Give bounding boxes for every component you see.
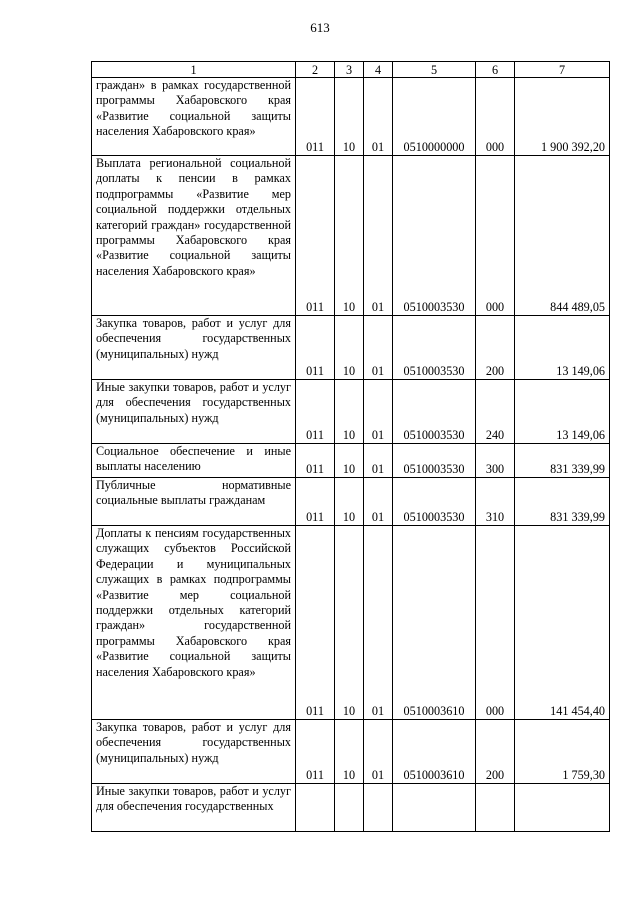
row-col-5: 0510003530 [393,156,476,316]
table-row [92,478,610,526]
row-col-3: 10 [335,316,364,380]
row-description: Доплаты к пенсиям государственных служащих субъектов Российской Федерации и муниципальных служащих в рамках подпрограммы «Развитие мер социальной поддержки отдельных категорий граждан» государственной программы Хабаровского края «Развитие социальной защиты населения Хабаровского края» [92,526,296,720]
row-col-6: 240 [476,380,515,444]
table-row [92,156,610,316]
row-col-5: 0510003530 [393,478,476,526]
row-description: граждан» в рамках государственной программы Хабаровского края «Развитие социальной защиты населения Хабаровского края» [92,78,296,156]
table-row [92,784,610,832]
row-amount [515,784,610,832]
table-row [92,526,610,720]
row-col-6: 300 [476,444,515,478]
row-col-4: 01 [364,720,393,784]
table-row [92,78,610,156]
page-number: 613 [310,20,330,35]
row-col-2: 011 [296,78,335,156]
row-col-5: 0510003530 [393,380,476,444]
row-col-4: 01 [364,526,393,720]
row-col-6: 310 [476,478,515,526]
row-amount: 1 900 392,20 [515,78,610,156]
row-description: Публичные нормативные социальные выплаты гражданам [92,478,296,526]
row-description: Закупка товаров, работ и услуг для обеспечения государственных (муниципальных) нужд [92,720,296,784]
row-amount: 141 454,40 [515,526,610,720]
table-header-row [92,62,610,78]
row-col-3: 10 [335,380,364,444]
row-col-6: 200 [476,316,515,380]
row-col-5: 0510003610 [393,526,476,720]
row-col-3: 10 [335,156,364,316]
header-col-5: 5 [393,62,476,78]
row-description: Закупка товаров, работ и услуг для обеспечения государственных (муниципальных) нужд [92,316,296,380]
header-col-2: 2 [296,62,335,78]
row-col-6: 200 [476,720,515,784]
row-col-5: 0510003530 [393,316,476,380]
row-col-2: 011 [296,478,335,526]
row-col-6 [476,784,515,832]
row-description: Выплата региональной социальной доплаты к пенсии в рамках подпрограммы «Развитие мер социальной поддержки отдельных категорий граждан» государственной программы Хабаровского края «Развитие социальной защиты населения Хабаровского края» [92,156,296,316]
row-col-4 [364,784,393,832]
row-col-5: 0510003610 [393,720,476,784]
header-col-6: 6 [476,62,515,78]
row-col-4: 01 [364,316,393,380]
table-row [92,316,610,380]
row-col-2 [296,784,335,832]
row-col-5 [393,784,476,832]
row-description: Социальное обеспечение и иные выплаты населению [92,444,296,478]
row-col-3: 10 [335,720,364,784]
header-col-7: 7 [515,62,610,78]
row-amount: 844 489,05 [515,156,610,316]
header-col-3: 3 [335,62,364,78]
row-col-2: 011 [296,156,335,316]
row-description: Иные закупки товаров, работ и услуг для обеспечения государственных (муниципальных) нужд [92,380,296,444]
row-description: Иные закупки товаров, работ и услуг для обеспечения государственных [92,784,296,832]
row-col-4: 01 [364,78,393,156]
row-col-3: 10 [335,526,364,720]
row-col-3 [335,784,364,832]
row-col-4: 01 [364,478,393,526]
row-col-2: 011 [296,526,335,720]
row-col-4: 01 [364,444,393,478]
row-col-2: 011 [296,444,335,478]
row-amount: 831 339,99 [515,444,610,478]
header-col-4: 4 [364,62,393,78]
budget-table [91,61,610,832]
row-amount: 1 759,30 [515,720,610,784]
row-col-4: 01 [364,380,393,444]
row-col-6: 000 [476,526,515,720]
table-row [92,380,610,444]
row-col-3: 10 [335,478,364,526]
row-col-3: 10 [335,444,364,478]
row-col-6: 000 [476,78,515,156]
row-col-3: 10 [335,78,364,156]
row-amount: 831 339,99 [515,478,610,526]
row-amount: 13 149,06 [515,380,610,444]
row-col-2: 011 [296,720,335,784]
row-col-5: 0510003530 [393,444,476,478]
row-col-2: 011 [296,316,335,380]
row-col-2: 011 [296,380,335,444]
row-col-4: 01 [364,156,393,316]
table-row [92,444,610,478]
table-row [92,720,610,784]
row-amount: 13 149,06 [515,316,610,380]
row-col-5: 0510000000 [393,78,476,156]
row-col-6: 000 [476,156,515,316]
header-col-1: 1 [92,62,296,78]
